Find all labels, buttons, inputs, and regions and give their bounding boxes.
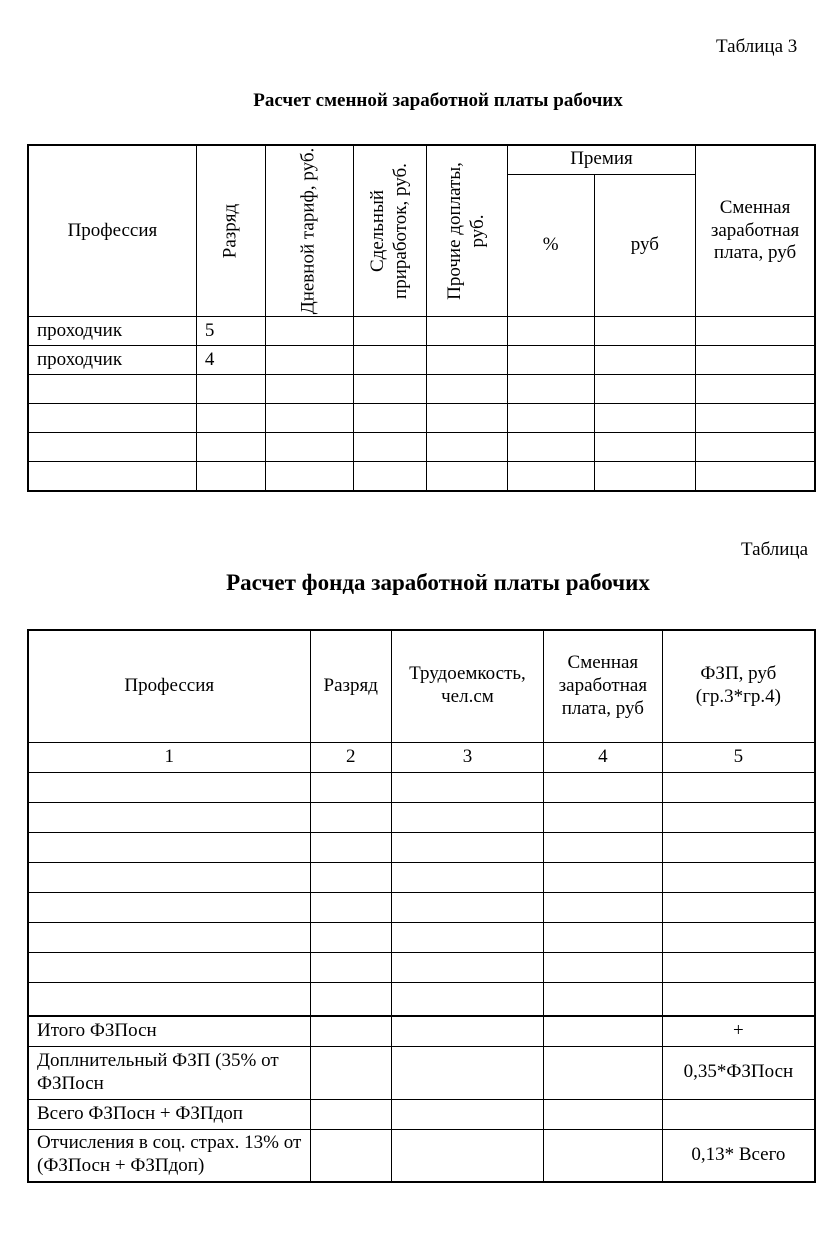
table-number-label: Таблица 3 <box>716 36 798 57</box>
table-cell <box>28 862 310 892</box>
table-cell <box>507 462 594 491</box>
table-cell <box>427 346 507 375</box>
table-cell <box>543 922 662 952</box>
table-row <box>28 462 815 491</box>
summary-value: + <box>662 1016 815 1046</box>
table-row <box>28 404 815 433</box>
table-cell <box>391 952 543 982</box>
summary-value: 0,35*ФЗПосн <box>662 1046 815 1099</box>
header-bonus: Премия <box>507 145 695 174</box>
table-cell <box>28 404 196 433</box>
table-cell <box>427 317 507 346</box>
table-cell <box>662 982 815 1016</box>
table-cell <box>28 892 310 922</box>
summary-label: Всего ФЗПосн + ФЗПдоп <box>28 1099 310 1129</box>
table-cell <box>391 862 543 892</box>
header-piece-earnings-text: Сдельный приработок, руб. <box>367 163 412 299</box>
table-cell <box>310 1016 391 1046</box>
table-cell <box>543 832 662 862</box>
table-cell: 5 <box>196 317 265 346</box>
table-cell <box>543 1016 662 1046</box>
table-cell <box>543 1099 662 1129</box>
wage-fund-table <box>27 629 816 1183</box>
shift-wage-table <box>27 144 816 492</box>
table-cell <box>391 982 543 1016</box>
table-cell <box>353 462 427 491</box>
table-number-label-2: Таблица <box>741 539 809 560</box>
table-cell <box>310 1129 391 1182</box>
table-row <box>28 802 815 832</box>
table-cell <box>543 982 662 1016</box>
table-cell <box>507 375 594 404</box>
table-cell <box>662 802 815 832</box>
table-cell <box>391 892 543 922</box>
column-number: 3 <box>391 742 543 772</box>
table-cell <box>391 1016 543 1046</box>
table-cell <box>196 375 265 404</box>
table-cell <box>662 952 815 982</box>
table-cell <box>594 433 696 462</box>
table-cell <box>662 772 815 802</box>
table-cell <box>391 1099 543 1129</box>
column-number: 4 <box>543 742 662 772</box>
summary-value <box>662 1099 815 1129</box>
table-cell <box>391 832 543 862</box>
column-number: 2 <box>310 742 391 772</box>
table-cell <box>265 462 353 491</box>
header-shift-wage: Сменная заработная плата, руб <box>543 630 662 742</box>
table-row <box>28 862 815 892</box>
header-bonus-rub: руб <box>594 174 696 316</box>
table-cell <box>265 404 353 433</box>
table-row <box>28 982 815 1016</box>
table-cell <box>543 802 662 832</box>
table-row <box>28 952 815 982</box>
table-cell <box>662 892 815 922</box>
table-cell <box>696 433 815 462</box>
table-cell <box>353 317 427 346</box>
summary-row <box>28 1099 815 1129</box>
table-cell <box>265 375 353 404</box>
table-cell <box>265 346 353 375</box>
table-row <box>28 922 815 952</box>
table-cell <box>696 404 815 433</box>
table-cell <box>196 462 265 491</box>
column-number: 5 <box>662 742 815 772</box>
table-cell <box>427 433 507 462</box>
table-row <box>28 832 815 862</box>
table-cell <box>28 772 310 802</box>
table-cell <box>310 892 391 922</box>
table-cell <box>594 462 696 491</box>
table-cell <box>696 375 815 404</box>
table-cell: проходчик <box>28 346 196 375</box>
header-shift-wage: Сменная заработная плата, руб <box>696 145 815 317</box>
table-cell <box>353 375 427 404</box>
table-cell <box>507 317 594 346</box>
table-cell: проходчик <box>28 317 196 346</box>
table-cell <box>507 346 594 375</box>
header-piece-earnings <box>353 145 427 317</box>
table-cell <box>310 1046 391 1099</box>
summary-label: Отчисления в соц. страх. 13% от (ФЗПосн + ФЗПдоп) <box>28 1129 310 1182</box>
summary-row <box>28 1046 815 1099</box>
table-cell <box>310 772 391 802</box>
table-cell <box>310 1099 391 1129</box>
table1-title: Расчет сменной заработной платы рабочих <box>253 90 623 111</box>
table-cell <box>353 346 427 375</box>
header-other-payments <box>427 145 507 317</box>
header-daily-rate-text: Дневной тариф, руб. <box>297 147 319 315</box>
header-other-payments-text: Прочие доплаты, руб. <box>444 162 489 300</box>
header-grade <box>196 145 265 317</box>
table-cell <box>696 462 815 491</box>
header-bonus-percent: % <box>507 174 594 316</box>
table-cell <box>28 802 310 832</box>
table-cell <box>543 862 662 892</box>
table-row <box>28 433 815 462</box>
summary-label: Доплнительный ФЗП (35% от ФЗПосн <box>28 1046 310 1099</box>
table-cell <box>28 375 196 404</box>
table-cell <box>28 462 196 491</box>
summary-value: 0,13* Всего <box>662 1129 815 1182</box>
header-profession: Профессия <box>28 630 310 742</box>
table-cell <box>427 462 507 491</box>
table-cell <box>594 317 696 346</box>
table-row <box>28 317 815 346</box>
header-profession: Профессия <box>28 145 196 317</box>
table-cell <box>391 922 543 952</box>
table-cell <box>310 922 391 952</box>
table-cell <box>594 375 696 404</box>
table-cell <box>310 952 391 982</box>
table-cell <box>196 433 265 462</box>
table-cell <box>594 404 696 433</box>
table-cell <box>310 862 391 892</box>
header-fzp: ФЗП, руб (гр.3*гр.4) <box>662 630 815 742</box>
table-cell <box>265 317 353 346</box>
table-cell <box>507 404 594 433</box>
table-cell <box>28 922 310 952</box>
table-row <box>28 772 815 802</box>
table-cell <box>310 802 391 832</box>
table-cell <box>391 1129 543 1182</box>
table-cell <box>696 317 815 346</box>
table-cell <box>543 952 662 982</box>
table-cell <box>507 433 594 462</box>
table-cell <box>662 832 815 862</box>
table2-title: Расчет фонда заработной платы рабочих <box>226 570 650 595</box>
summary-label: Итого ФЗПосн <box>28 1016 310 1046</box>
table-cell <box>28 433 196 462</box>
table-cell <box>310 832 391 862</box>
table-cell <box>696 346 815 375</box>
table-cell <box>662 862 815 892</box>
table-cell: 4 <box>196 346 265 375</box>
table-cell <box>427 404 507 433</box>
table-cell <box>391 772 543 802</box>
table-cell <box>196 404 265 433</box>
header-daily-rate <box>265 145 353 317</box>
header-grade-text: Разряд <box>219 203 241 259</box>
header-labor: Трудоемкость, чел.см <box>391 630 543 742</box>
column-number: 1 <box>28 742 310 772</box>
table-cell <box>427 375 507 404</box>
table-row <box>28 346 815 375</box>
table-cell <box>353 433 427 462</box>
table-cell <box>543 892 662 922</box>
summary-row <box>28 1016 815 1046</box>
table-cell <box>28 982 310 1016</box>
table-cell <box>594 346 696 375</box>
summary-row <box>28 1129 815 1182</box>
table-cell <box>543 1046 662 1099</box>
table-row <box>28 375 815 404</box>
table-cell <box>543 772 662 802</box>
table-row <box>28 892 815 922</box>
table-cell <box>662 922 815 952</box>
table-cell <box>28 952 310 982</box>
table-cell <box>391 1046 543 1099</box>
table-cell <box>28 832 310 862</box>
header-grade: Разряд <box>310 630 391 742</box>
table-cell <box>310 982 391 1016</box>
table-cell <box>265 433 353 462</box>
table-cell <box>391 802 543 832</box>
table-cell <box>543 1129 662 1182</box>
table-cell <box>353 404 427 433</box>
column-numbers-row <box>28 742 815 772</box>
